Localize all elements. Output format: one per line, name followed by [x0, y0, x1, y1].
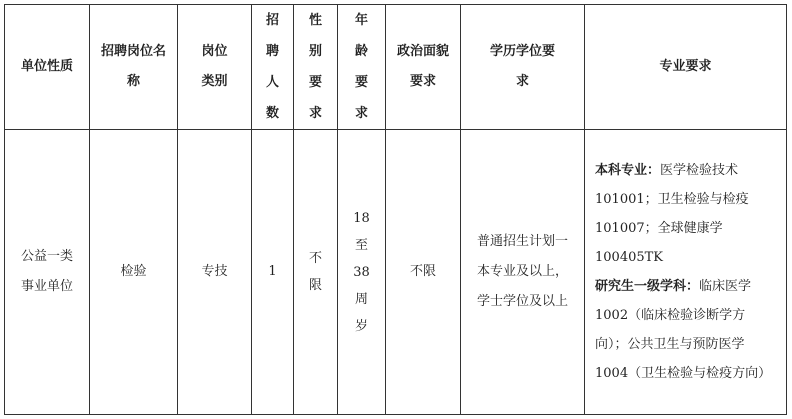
cell-political-req: 不限 — [386, 130, 461, 415]
header-recruit-count: 招聘人数 — [252, 5, 294, 130]
major-line-6: 1002（临床检验诊断学方 — [595, 308, 746, 323]
major-line-2: 101001；卫生检验与检疫 — [595, 192, 749, 207]
major-line-5: 研究生一级学科：临床医学 — [595, 279, 752, 294]
data-row — [5, 130, 787, 415]
major-line-7: 向）；公共卫生与预防医学 — [595, 337, 745, 352]
header-unit-nature: 单位性质 — [5, 5, 90, 130]
header-gender-req: 性别要求 — [294, 5, 338, 130]
cell-unit-nature: 公益一类事业单位 — [5, 130, 90, 415]
cell-gender-req: 不限 — [294, 130, 338, 415]
cell-major-req — [585, 130, 787, 415]
header-post-name: 招聘岗位名称 — [90, 5, 178, 130]
recruitment-table — [4, 4, 787, 415]
major-line-3: 101007；全球健康学 — [595, 221, 723, 236]
major-line-4: 100405TK — [595, 250, 664, 265]
cell-age-req: 18至38周岁 — [338, 130, 386, 415]
header-political-req: 政治面貌要求 — [386, 5, 461, 130]
major-line-1: 本科专业：医学检验技术 — [595, 163, 739, 178]
header-post-type: 岗位类别 — [178, 5, 252, 130]
header-major-req: 专业要求 — [585, 5, 787, 130]
major-requirements — [585, 156, 786, 388]
cell-education-req: 普通招生计划一本专业及以上，学士学位及以上 — [461, 130, 585, 415]
cell-post-name: 检验 — [90, 130, 178, 415]
cell-recruit-count: 1 — [252, 130, 294, 415]
cell-post-type: 专技 — [178, 130, 252, 415]
major-line-8: 1004（卫生检验与检疫方向） — [595, 366, 772, 381]
header-education-req: 学历学位要求 — [461, 5, 585, 130]
header-age-req: 年龄要求 — [338, 5, 386, 130]
header-row — [5, 5, 787, 130]
